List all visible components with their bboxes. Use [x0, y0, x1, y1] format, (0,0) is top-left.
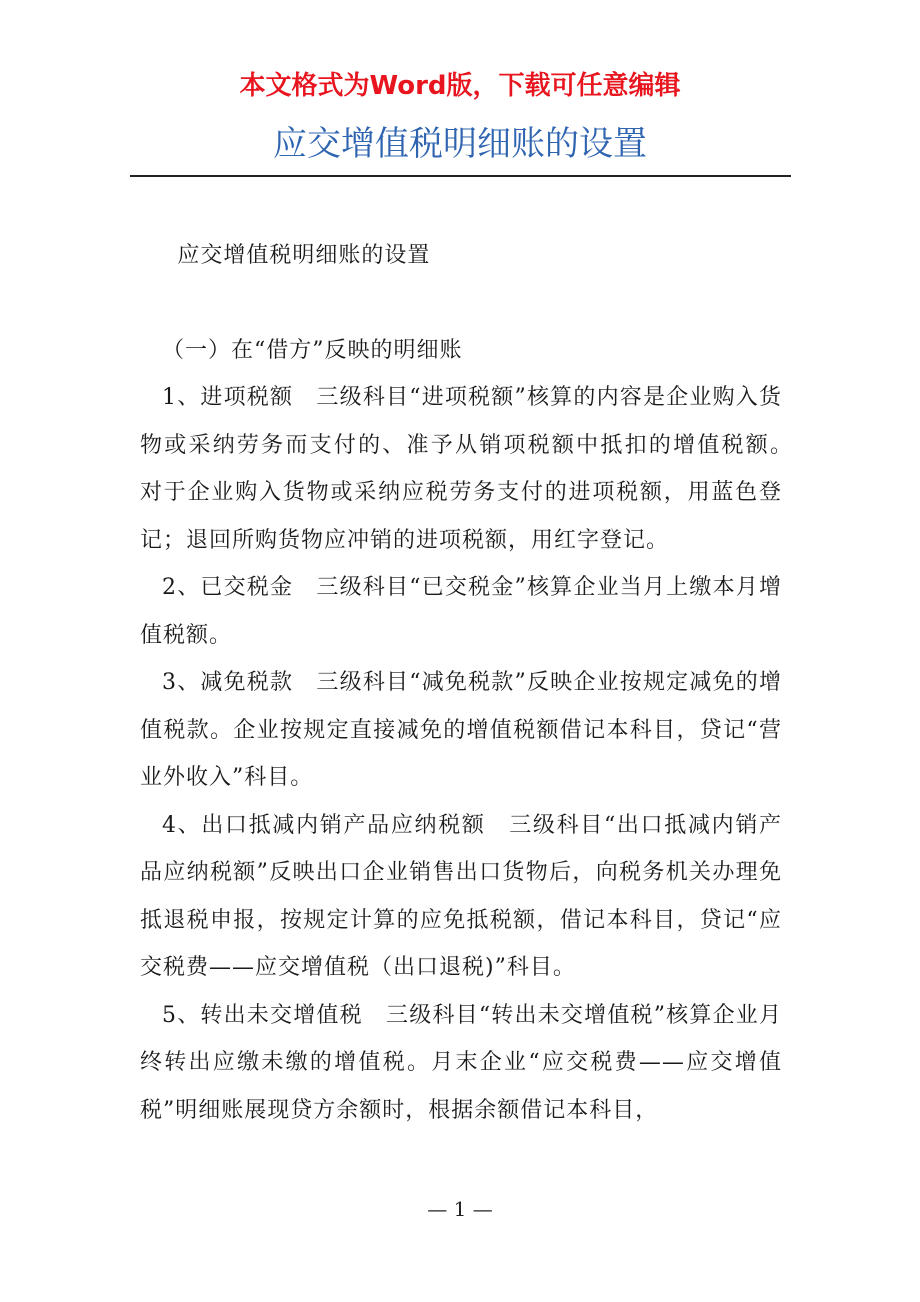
page-number: — 1 — — [427, 1197, 493, 1221]
paragraph-3: 3、减免税款 三级科目“减免税款”反映企业按规定减免的增值税款。企业按规定直接减免的增值税额借记本科目，贷记“营业外收入”科目。 — [140, 670, 782, 790]
paragraph-2: 2、已交税金 三级科目“已交税金”核算企业当月上缴本月增值税额。 — [140, 575, 782, 648]
paragraph-4: 4、出口抵减内销产品应纳税额 三级科目“出口抵减内销产品应纳税额”反映出口企业销售出口货物后，向税务机关办理免抵退税申报，按规定计算的应免抵税额，借记本科目，贷记“应交税费——应交增值税（出口退税)”科目。 — [140, 812, 782, 980]
section-heading: （一）在“借方”反映的明细账 — [162, 337, 463, 363]
title-divider — [130, 175, 791, 177]
document-body — [140, 232, 806, 1134]
body-subtitle: 应交增值税明细账的设置 — [177, 243, 431, 268]
format-banner: 本文格式为Word版，下载可任意编辑 — [239, 71, 681, 101]
document-title: 应交增值税明细账的设置 — [273, 124, 647, 164]
paragraph-5: 5、转出未交增值税 三级科目“转出未交增值税”核算企业月终转出应缴未缴的增值税。月末企业“应交税费——应交增值税”明细账展现贷方余额时，根据余额借记本科目， — [140, 1002, 782, 1123]
paragraph-1: 1、进项税额 三级科目“进项税额”核算的内容是企业购入货物或采纳劳务而支付的、准予从销项税额中抵扣的增值税额。 对于企业购入货物或采纳应税劳务支付的进项税额，用蓝色登记；退回所购货物应冲销的进项税额，用红字登记。 — [140, 385, 806, 553]
